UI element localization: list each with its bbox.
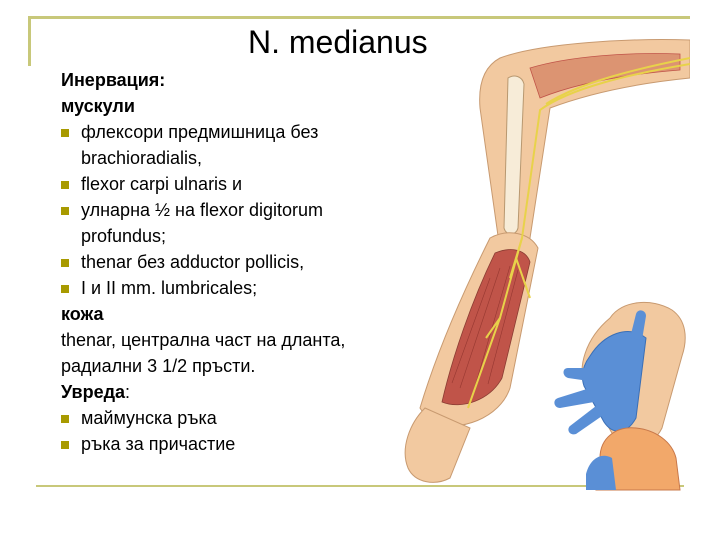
muscle-item (61, 171, 391, 197)
muscle-item (61, 119, 391, 145)
muscle-item-text: flexor carpi ulnaris и (81, 174, 243, 194)
orange-hand-blue-tip (586, 456, 616, 490)
slide-title: N. medianus (248, 24, 428, 60)
bullet-square-icon (61, 259, 69, 267)
heading-lesion-label: Увреда (61, 382, 126, 402)
skin-text-line: thenar, централна част на дланта, (61, 330, 346, 350)
muscle-item-text: I и II mm. lumbricales; (81, 278, 258, 298)
median-nerve-illustration (390, 38, 690, 494)
innervation-hand-palm (554, 302, 685, 447)
finger-blue-1 (564, 368, 597, 382)
bullet-square-icon (61, 207, 69, 215)
bullet-square-icon (61, 129, 69, 137)
bullet-square-icon (61, 181, 69, 189)
muscle-item (61, 249, 391, 275)
muscle-item (61, 275, 391, 301)
bullet-square-icon (61, 441, 69, 449)
heading-lesion (61, 379, 391, 405)
heading-innervation: Инервация: (61, 70, 166, 90)
heading-lesion-colon: : (125, 382, 131, 402)
muscle-item-continuation: brachioradialis, (81, 148, 203, 168)
orange-hand (586, 428, 680, 490)
heading-skin: кожа (61, 304, 104, 324)
frame-top-line (28, 16, 690, 19)
skin-text-line: радиални 3 1/2 пръсти. (61, 356, 256, 376)
muscle-item-text: thenar без adductor pollicis, (81, 252, 305, 272)
slide-content (61, 67, 391, 457)
muscle-item-text: флексори предмишница без (81, 122, 319, 142)
bullet-square-icon (61, 285, 69, 293)
lesion-item (61, 405, 391, 431)
lesion-item (61, 431, 391, 457)
lesion-item-text: ръка за причастие (81, 434, 236, 454)
muscle-item-text: улнарна ½ на flexor digitorum (81, 200, 324, 220)
frame-left-line (28, 16, 31, 66)
finger-blue-3 (568, 406, 602, 434)
heading-muscles: мускули (61, 96, 135, 116)
muscle-item-continuation: profundus; (81, 226, 167, 246)
finger-blue-2 (554, 388, 594, 408)
muscle-item (61, 197, 391, 223)
lesion-item-text: маймунска ръка (81, 408, 217, 428)
bullet-square-icon (61, 415, 69, 423)
